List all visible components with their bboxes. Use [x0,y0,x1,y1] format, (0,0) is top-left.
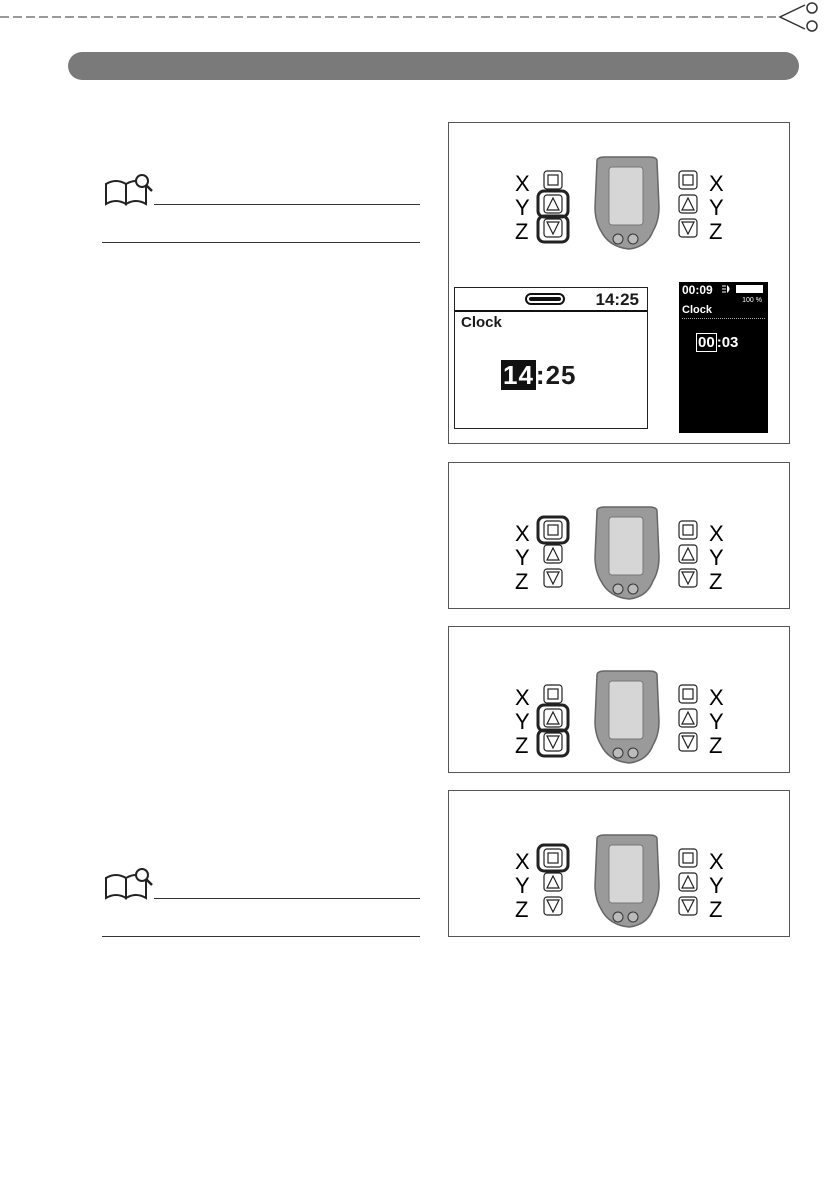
monochrome-display [454,287,648,429]
battery-icon [525,293,565,305]
reference-note [102,172,420,242]
label-y-right: Y [709,195,724,220]
label-x: X [515,685,530,710]
controller-diagram [449,791,789,936]
note-rule-top [154,898,420,899]
label-x-right: X [709,849,724,874]
battery-percent: 100 % [742,297,762,304]
color-display-time: 00:09 [682,283,713,297]
label-x-right: X [709,171,724,196]
label-x-right: X [709,685,724,710]
color-display [679,282,768,433]
color-display-title: Clock [682,304,712,316]
reference-note [102,866,420,936]
color-clock-value [696,334,738,351]
label-x: X [515,171,530,196]
step-panel-3 [448,626,790,773]
battery-icon [736,285,763,293]
label-y: Y [515,873,530,898]
book-magnifier-icon [102,172,158,206]
book-magnifier-icon [102,866,158,900]
clock-hours: 14 [503,360,534,390]
section-header-bar [68,52,799,80]
step-panel-2 [448,462,790,609]
color-clock-separator: : [716,334,722,351]
display-time: 14:25 [595,290,639,309]
clock-minutes: 25 [545,360,577,390]
color-clock-hours: 00 [698,334,715,351]
label-z: Z [515,733,529,758]
label-y: Y [515,195,530,220]
clock-value [501,360,577,391]
light-icon [722,285,732,293]
label-y: Y [515,709,530,734]
color-clock-minutes: 03 [721,334,739,351]
note-rule-bottom [102,936,420,937]
controller-diagram [449,627,789,772]
note-rule-top [154,204,420,205]
label-z: Z [515,569,529,594]
dotted-divider [682,318,765,319]
label-x: X [515,849,530,874]
label-z: Z [515,897,529,922]
note-rule-bottom [102,242,420,243]
label-z: Z [515,219,529,244]
label-z-right: Z [709,733,723,758]
display-status-bar [455,288,647,312]
label-y-right: Y [709,709,724,734]
label-z-right: Z [709,569,723,594]
label-x: X [515,521,530,546]
label-z-right: Z [709,219,723,244]
cut-line [0,0,839,60]
label-z-right: Z [709,897,723,922]
display-title: Clock [461,314,502,331]
clock-separator: : [535,360,546,390]
label-x-right: X [709,521,724,546]
step-panel-4 [448,790,790,937]
controller-diagram [449,123,789,273]
controller-diagram [449,463,789,608]
label-y-right: Y [709,873,724,898]
label-y: Y [515,545,530,570]
label-y-right: Y [709,545,724,570]
